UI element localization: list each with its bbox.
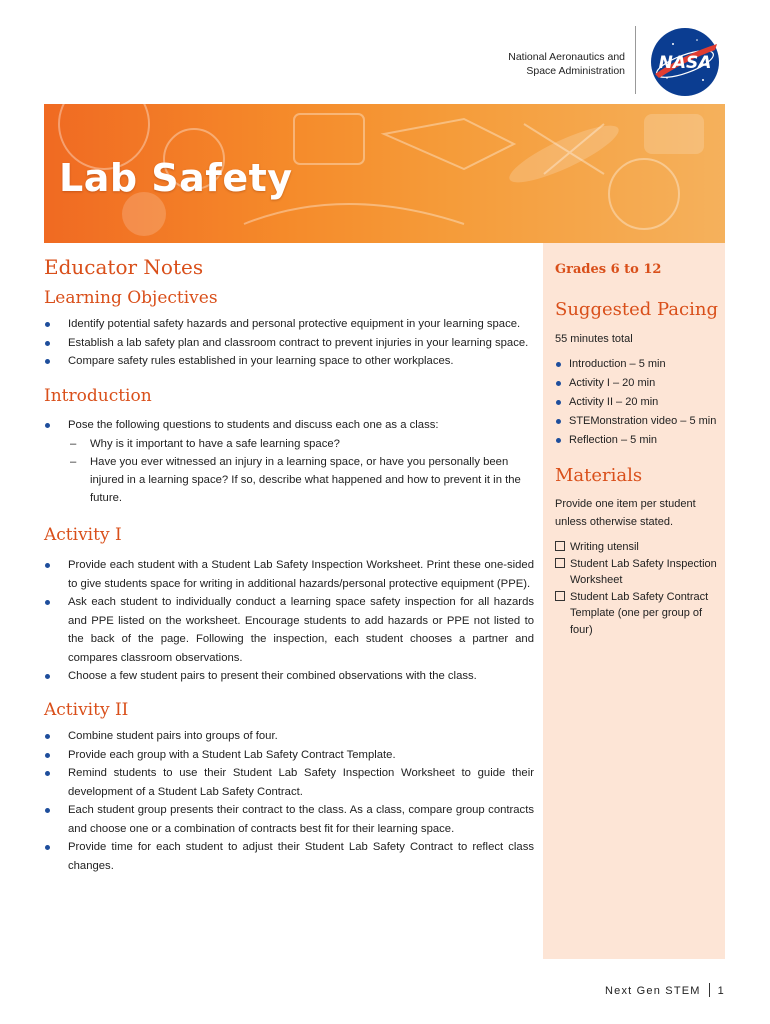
list-item: Reflection – 5 min <box>555 431 716 450</box>
activity-1-list <box>44 556 534 686</box>
introduction-list <box>44 416 534 507</box>
list-item: Provide each group with a Student Lab Safety Contract Template. <box>44 746 534 765</box>
agency-name <box>470 50 625 78</box>
learning-objectives-heading: Learning Objectives <box>44 288 218 308</box>
activity-1-heading: Activity I <box>44 525 122 545</box>
list-item: Each student group presents their contract to the class. As a class, compare group contracts and choose one or a combination of contracts best fit for their learning space. <box>44 801 534 838</box>
materials-list <box>555 539 720 638</box>
checklist-label: Student Lab Safety Inspection Worksheet <box>570 557 717 586</box>
list-item: Provide time for each student to adjust their Student Lab Safety Contract to reflect class changes. <box>44 838 534 875</box>
list-item <box>44 416 534 507</box>
list-item: Compare safety rules established in your learning space to other workplaces. <box>44 352 534 371</box>
document-title: Lab Safety <box>59 156 293 200</box>
pacing-heading: Suggested Pacing <box>555 299 718 320</box>
sub-list-item: – Have you ever witnessed an injury in a learning space, or have you personally been injured in a learning space? If so, describe what happened and how to prevent it in the future. <box>68 453 534 507</box>
list-item: Activity I – 20 min <box>555 374 716 393</box>
checklist-item <box>555 556 720 589</box>
checkbox-icon <box>555 591 565 601</box>
checklist-label: Writing utensil <box>570 541 639 553</box>
grade-level: Grades 6 to 12 <box>555 262 662 277</box>
activity-2-heading: Activity II <box>44 700 129 720</box>
nasa-logo-icon <box>645 24 725 100</box>
materials-note: Provide one item per student unless otherwise stated. <box>555 498 696 528</box>
list-item: Combine student pairs into groups of four. <box>44 727 534 746</box>
checkbox-icon <box>555 558 565 568</box>
list-item-text: Pose the following questions to students and discuss each one as a class: <box>68 419 439 431</box>
series-name: Next Gen STEM <box>604 985 701 997</box>
title-banner <box>44 104 725 243</box>
agency-line-2: Space Administration <box>526 65 625 77</box>
list-item: Ask each student to individually conduct a learning space safety inspection for all hazards and PPE listed on the worksheet. Encourage students to add hazards or PPE not listed to the back of the page. Following the inspection, each student chooses a partner and compares classroom observations. <box>44 593 534 667</box>
introduction-questions <box>68 435 534 507</box>
checklist-item <box>555 539 720 556</box>
learning-objectives-list <box>44 315 534 371</box>
introduction-heading: Introduction <box>44 386 152 406</box>
page-number: 1 <box>717 985 725 997</box>
list-item: STEMonstration video – 5 min <box>555 412 716 431</box>
sub-list-item: – Why is it important to have a safe learning space? <box>68 435 534 453</box>
sidebar <box>543 243 725 959</box>
materials-heading: Materials <box>555 465 643 486</box>
checklist-label: Student Lab Safety Contract Template (one per group of four) <box>570 590 709 636</box>
list-item: Identify potential safety hazards and personal protective equipment in your learning space. <box>44 315 534 334</box>
checkbox-icon <box>555 541 565 551</box>
header-divider <box>635 26 636 94</box>
list-item: Establish a lab safety plan and classroom contract to prevent injuries in your learning space. <box>44 334 534 353</box>
page-footer <box>560 983 725 997</box>
footer-divider <box>709 983 710 997</box>
pacing-list <box>555 355 716 450</box>
list-item: Activity II – 20 min <box>555 393 716 412</box>
nasa-logo-text: NASA <box>658 53 712 73</box>
agency-line-1: National Aeronautics and <box>508 51 625 63</box>
page-title: Educator Notes <box>44 255 204 279</box>
pacing-total: 55 minutes total <box>555 333 633 345</box>
list-item: Provide each student with a Student Lab Safety Inspection Worksheet. Print these one-sided to give students space for writing in additional hazards/personal protective equipment (PPE). <box>44 556 534 593</box>
list-item: Introduction – 5 min <box>555 355 716 374</box>
checklist-item <box>555 589 720 639</box>
list-item: Choose a few student pairs to present their combined observations with the class. <box>44 667 534 686</box>
activity-2-list <box>44 727 534 875</box>
list-item: Remind students to use their Student Lab Safety Inspection Worksheet to guide their development of a Student Lab Safety Contract. <box>44 764 534 801</box>
